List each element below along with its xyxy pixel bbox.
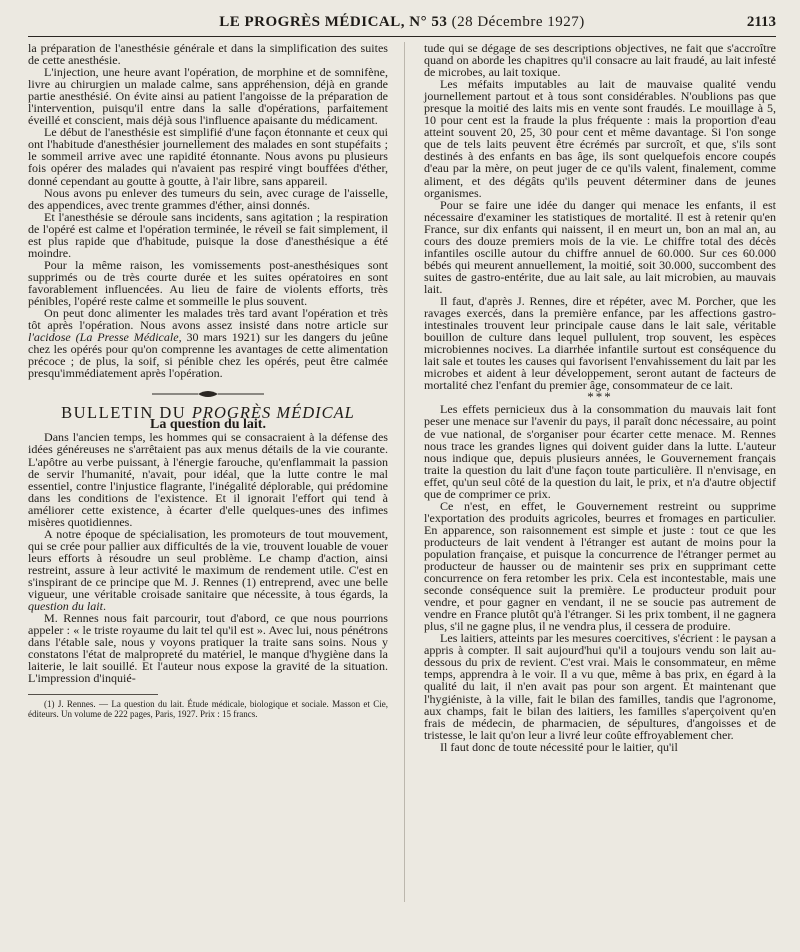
text-run: A notre époque de spécialisation, les promoteurs de tout mouvement, qui se crée pour pallier aux difficultés de la vie, trouvent louable de vouer leurs efforts à résoudre un seul problème. Le champ d'action, ainsi restreint, assure à leur activité le maximum de rendement utile. C'est en s'inspirant de ce principe que M. J. Rennes (1) entreprend, avec une belle vigueur, une véritable croisade sanitaire que nécessite, à tous égards, la bbox=[28, 526, 388, 602]
emphasis: question du lait bbox=[28, 599, 103, 614]
paragraph bbox=[28, 307, 388, 379]
text-run: 30 mars 1921) sur les dangers du jeûne chez les opérés pour qu'on comprenne les avantages de cette alimentation précoce ; de plus, la soif, si pénible chez les opérés, peut être calmée presqu'immédiatement après l'opération. bbox=[28, 330, 388, 381]
paragraph: M. Rennes nous fait parcourir, tout d'abord, ce que nous pourrions appeler : « le triste royaume du lait tel qu'il est ». Avec lui, nous pénétrons dans l'étable sale, nous y voyons pratiquer la traite sans soins. Nous y constatons l'état de malpropreté du matériel, le manque d'hygiène dans la laiterie, le lait souillé. Et l'auteur nous expose la gravité de la situation. L'impression d'inquié- bbox=[28, 611, 388, 686]
paragraph: Il faut, d'après J. Rennes, dire et répéter, avec M. Porcher, que les ravages exercés, dans la première enfance, par les affections gastro-intestinales trouvent leur principale cause dans le lait sale, véritable bouillon de culture dans lequel pullulent, trop souvent, les espèces microbiennes nocives. La diarrhée infantile surtout est conséquence du lait sale et toutes les causes qui favorisent l'envahissement du lait par les microbes et aident à leur développement, seront autant de facteurs de mortalité chez l'enfant du premier âge, consommateur de ce lait. bbox=[424, 293, 776, 393]
page-header bbox=[28, 6, 776, 37]
paragraph: Les effets pernicieux dus à la consommation du mauvais lait font peser une menace sur l'avenir du pays, il paraît donc nécessaire, au point de vue national, de s'organiser pour écarter cette menace. M. Rennes nous trace les grandes lignes qui doivent guider dans la lutte. L'auteur nous indique que, depuis plusieurs années, le Gouvernement français traite la question du lait d'une façon toute particulière. Il n'envisage, en effet, qu'un seul côté de la question du lait, le prix, et n'a d'autre objectif que de comprimer ce prix. bbox=[424, 402, 776, 501]
left-column bbox=[28, 42, 388, 719]
paragraph: tude qui se dégage de ses descriptions objectives, ne fait que s'accroître quand on aborde les chapitres qu'il consacre au lait fraudé, au lait infesté de microbes, au lait toxique. bbox=[424, 41, 776, 80]
right-column bbox=[424, 42, 776, 753]
paragraph: la préparation de l'anesthésie générale et dans la simplification des suites de cette anesthésie. bbox=[28, 41, 388, 68]
section-break-stars: *** bbox=[587, 389, 613, 405]
paragraph: Les laitiers, atteints par les mesures coercitives, s'écrient : le paysan a appris à compter. Il sait aujourd'hui qu'il a toujours vendu son lait au-dessous du prix de revient. C'est vrai. Mais le consommateur, en même temps, apprendra à le voir. Il a vu que, même à bas prix, en égard à la qualité du lait, il n'en avait pas pour son argent. Et maintenant que l'hygiéniste, à la ville, fait le bilan des familles, tandis que l'agronome, aux champs, fait le bilan des laitiers, les familles s'aperçoivent qu'en frais de médecin, de pharmacien, de sépultures, d'angoisses et de tristesse, le lait qu'on leur a livré leur coûte effroyablement cher. bbox=[424, 631, 776, 742]
paragraph: Le début de l'anesthésie est simplifié d'une façon étonnante et ceux qui ont l'habitude d'anesthésier journellement des malades en sont stupéfaits ; le sommeil arrive avec une rapidité étonnante. Nous avons pu plusieurs fois opérer des malades qui n'avaient pas respiré vingt bouffées d'éther, donné cependant au goutte à goutte, à l'air libre, sans appareil. bbox=[28, 125, 388, 188]
issue-date: (28 Décembre 1927) bbox=[451, 14, 585, 30]
citation: l'acidose (La Presse Médicale, bbox=[28, 330, 182, 345]
paragraph: Nous avons pu enlever des tumeurs du sein, avec curage de l'aisselle, des appendices, avec trente grammes d'éther, ainsi donnés. bbox=[28, 185, 388, 212]
text-run: On peut donc alimenter les malades très tard avant l'opération et très tôt après l'opération. Nous avons assez insisté dans notre article sur bbox=[28, 306, 388, 333]
decorative-rule-ornament bbox=[28, 389, 388, 399]
ornament-icon bbox=[148, 389, 268, 399]
paragraph: L'injection, une heure avant l'opération, de morphine et de somnifène, livre au chirurgien un malade calme, sans appréhension, déjà en grande partie anesthésié. On évite ainsi au patient l'angoisse de la préparation de l'intervention, puisqu'il entre dans la salle d'opérations, parfaitement éveillé et conscient, mais déjà sous l'influence apaisante du médicament. bbox=[28, 65, 388, 128]
running-title bbox=[28, 14, 776, 31]
paragraph: Ce n'est, en effet, le Gouvernement restreint ou supprime l'exportation des produits agricoles, beurres et fromages en particulier. En apparence, son raisonnement est simple et juste : tout ce que les producteurs de lait vendent à l'étranger est autant de moins pour la population française, et puisque la concurrence de l'étranger permet au producteur de hausser ou de maintenir ses prix en supprimant cette concurrence on fera retomber les prix. Cela est incontestable, mais une seconde conséquence suit la première. Le producteur produit pour vendre, et pour gagner en vendant, il ne se soucie pas autrement de vendre en France plutôt qu'à l'étranger. Si les prix tombent, il ne gagnera plus, s'il ne gagne plus, il ne vendra plus, il cessera de produire. bbox=[424, 498, 776, 634]
journal-title: LE PROGRÈS MÉDICAL, N° 53 bbox=[219, 14, 448, 30]
bulletin-journal-name: PROGRÈS MÉDICAL bbox=[191, 403, 355, 423]
paragraph: Dans l'ancien temps, les hommes qui se consacraient à la défense des idées généreuses ne s'arrêtaient pas aux menus détails de la vie courante. L'apôtre au verbe puissant, à l'énergie farouche, qu'enflammait la passion de servir l'humanité, n'avait, pour idéal, que la lutte contre le mal essentiel, contre l'injustice flagrante, l'inégalité déplorable, qui prédomine dans les conditions de l'existence. Et il ignorait l'effort qui tend à améliorer cette existence, à écarter d'elle quelques-unes des infimes misères quotidiennes. bbox=[28, 430, 388, 529]
bulletin-word: BULLETIN DU bbox=[61, 403, 187, 423]
paragraph: Et l'anesthésie se déroule sans incidents, sans agitation ; la respiration de l'opéré est calme et l'opération terminée, le réveil se fait simplement, il est plus rapide que d'habitude, puisque la dose d'anesthésique a été moindre. bbox=[28, 209, 388, 260]
column-divider bbox=[404, 42, 405, 902]
paragraph: Il faut donc de toute nécessité pour le laitier, qu'il bbox=[440, 739, 678, 754]
paragraph: Pour se faire une idée du danger qui menace les enfants, il est nécessaire d'examiner les statistiques de mortalité. Il est à retenir qu'en France, sur dix enfants qui naissent, il en meurt un, bon an mal an, au cours des douze premiers mois de la vie. Le chiffre total des décès infantiles oscille autour du chiffre annuel de 60.000. Sur ces 60.000 bébés qui meurent annuellement, la moitié, soit 30.000, succombent des suites de gastro-entérite, due au lait sale, au lait microbien, au mauvais lait. bbox=[424, 197, 776, 296]
paragraph: Pour la même raison, les vomissements post-anesthésiques sont supprimés ou de très courte durée et les suites opératoires en sont favorablement influencées. Au lieu de faire de violents efforts, très pénibles, l'opéré reste calme et sommeille le plus souvent. bbox=[28, 257, 388, 308]
text-run: . bbox=[102, 599, 106, 614]
footnote: (1) J. Rennes. — La question du lait. Étude médicale, biologique et sociale. Masson et Cie, éditeurs. Un volume de 222 pages, Paris, 1927. Prix : 15 francs. bbox=[28, 699, 388, 720]
page-number: 2113 bbox=[746, 14, 776, 30]
paragraph bbox=[28, 528, 388, 612]
paragraph: Les méfaits imputables au lait de mauvaise qualité vendu journellement partout et à tous sont considérables. N'oublions pas que presque la moitié des laits mis en vente sont fraudés. Le mouillage à 5, 10 pour cent est la fraude la plus fréquente : mais la proportion d'eau atteint souvent 20, 25, 30 pour cent et même davantage. Si l'on songe que de tels laits peuvent être écrémés par surcroît, et que, s'ils sont destinés à des enfants en bas âge, ils sont quelquefois encore coupés d'eau par la mère, on peut juger de ce qu'ils valent, finalement, comme aliment, et des dégâts qu'ils peuvent déterminer dans de jeunes organismes. bbox=[424, 77, 776, 200]
article-title: La question du lait. bbox=[150, 417, 266, 433]
